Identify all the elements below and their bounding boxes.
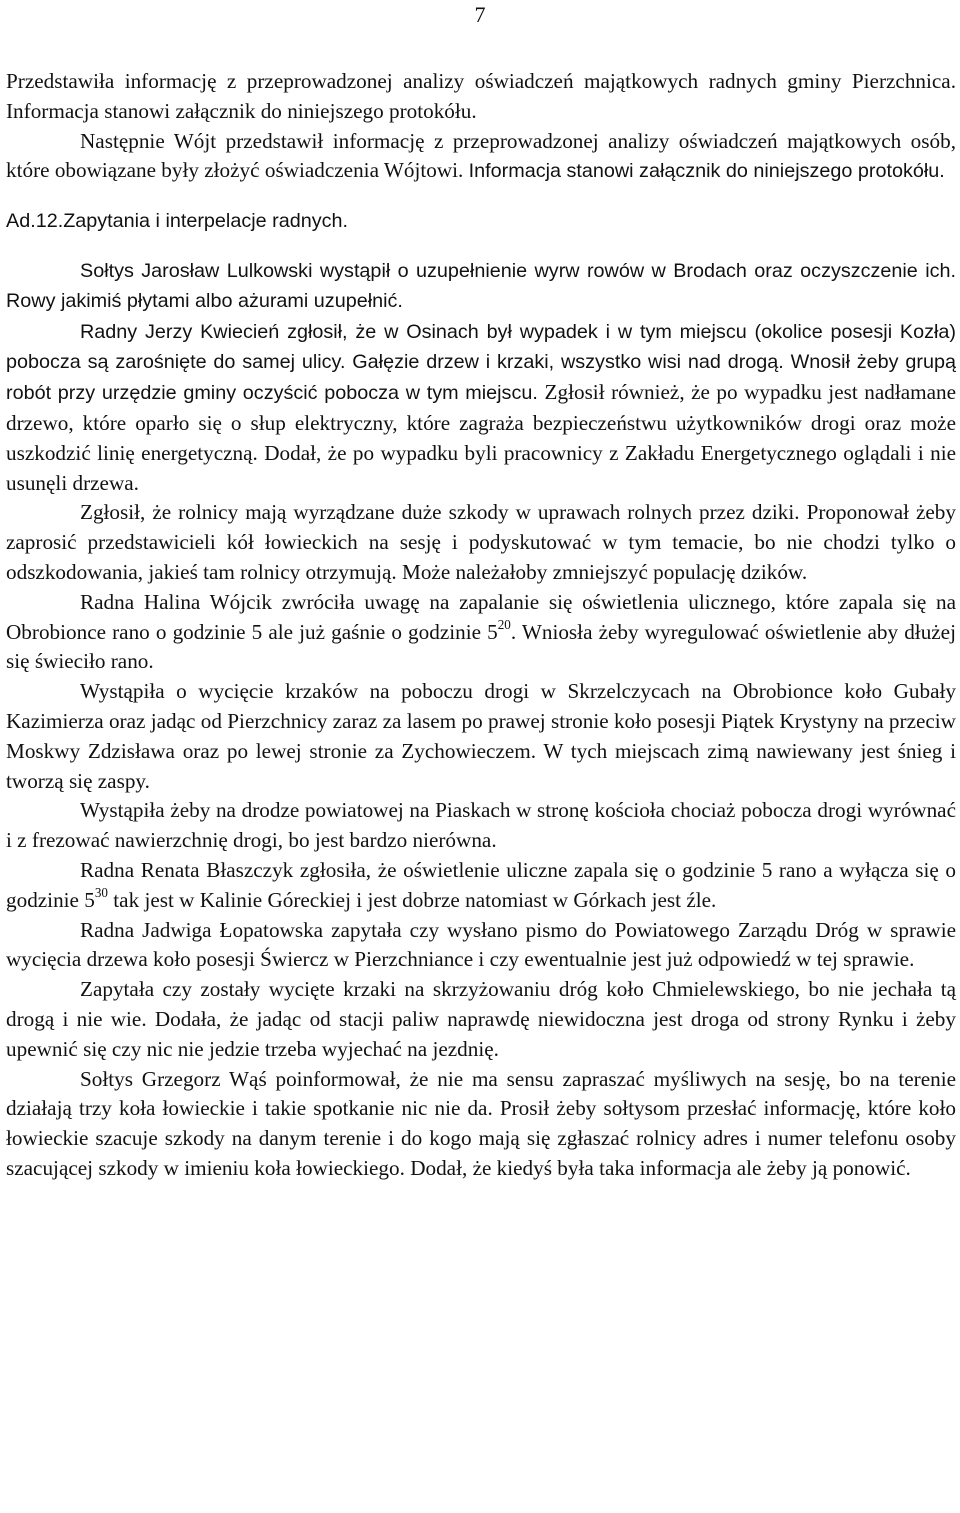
paragraph-9 [6, 856, 956, 916]
paragraph-7: Wystąpiła o wycięcie krzaków na poboczu drogi w Skrzelczycach na Obrobionce koło Gubały Kazimierza oraz jadąc od Pierzchnicy zaraz za lasem po prawej stronie koło posesji Piątek Krystyny na przeciw Moskwy Zdzisława oraz po lewej stronie za Zychowieczem. W tych miejscach zimą nawiewany jest śnieg i tworzą się zaspy. [6, 679, 956, 793]
paragraph-1: Przedstawiła informację z przeprowadzonej analizy oświadczeń majątkowych radnych gminy Pierzchnica. Informacja stanowi załącznik do niniejszego protokółu. [6, 69, 956, 123]
section-heading: Ad.12.Zapytania i interpelacje radnych. [6, 210, 348, 233]
paragraph-3: Sołtys Jarosław Lulkowski wystąpił o uzupełnienie wyrw rowów w Brodach oraz oczyszczenie ich. Rowy jakimiś płytami albo ażurami uzupełnić. [6, 259, 956, 312]
paragraph-9-part-a: Radna Renata Błaszczyk zgłosiła, że oświetlenie uliczne zapala się o godzinie 5 rano a wyłącza się o godzinie 5 [6, 857, 956, 912]
paragraph-4 [6, 317, 956, 499]
document-body [6, 67, 956, 1184]
paragraph-6 [6, 588, 956, 677]
paragraph-10: Radna Jadwiga Łopatowska zapytała czy wysłano pismo do Powiatowego Zarządu Dróg w sprawie wycięcia drzewa koło posesji Świercz w Pierzchniance i czy ewentualnie jest już odpowiedź w tej sprawie. [6, 917, 956, 972]
paragraph-8: Wystąpiła żeby na drodze powiatowej na Piaskach w stronę kościoła chociaż pobocza drogi wyrównać i z frezować nawierzchnię drogi, bo jest bardzo nierówna. [6, 798, 956, 853]
paragraph-6-part-a: Radna Halina Wójcik zwróciła uwagę na zapalanie się oświetlenia ulicznego, które zapala się na Obrobionce rano o godzinie 5 ale już gaśnie o godzinie 5 [6, 589, 956, 644]
paragraph-6-superscript: 20 [497, 616, 511, 632]
paragraph-9-superscript: 30 [94, 884, 108, 900]
paragraph-5: Zgłosił, że rolnicy mają wyrządzane duże szkody w uprawach rolnych przez dziki. Proponował żeby zaprosić przedstawicieli kół łowieckich na sesję i podyskutować w tym temacie, bo nie chodzi tylko o odszkodowania, jakieś tam rolnicy otrzymują. Może należałoby zmniejszyć populację dzików. [6, 500, 956, 584]
paragraph-2-part-a: Następnie Wójt przedstawił informację z przeprowadzonej analizy oświadczeń majątkowych osób, które obowiązane były złożyć oświadczenia Wójtowi. [6, 128, 956, 183]
paragraph-12: Sołtys Grzegorz Wąś poinformował, że nie ma sensu zapraszać myśliwych na sesję, bo na terenie działają trzy koła łowieckie i takie spotkanie nic nie da. Prosił żeby sołtysom przesłać informację, które koło łowieckie szacuje szkody na danym terenie i do kogo mają się zgłaszać rolnicy adres i numer telefonu osoby szacującej szkody w imieniu koła łowieckiego. Dodał, że kiedyś była taka informacja ale żeby ją ponowić. [6, 1066, 956, 1180]
paragraph-4-part-a: Radny Jerzy Kwiecień zgłosił, że w Osinach był wypadek i w tym miejscu (okolice posesji Kozła) pobocza są zarośnięte do samej ulicy. Gałęzie drzew i krzaki, wszystko wisi nad drogą. Wnosił żeby grupą robót przy urzędzie gminy oczyścić pobocza w tym miejscu. [6, 320, 956, 405]
page-number: 7 [474, 2, 486, 27]
paragraph-6-part-b: . Wniosła żeby wyregulować oświetlenie aby dłużej się świeciło rano. [6, 619, 956, 674]
paragraph-11: Zapytała czy zostały wycięte krzaki na skrzyżowaniu dróg koło Chmielewskiego, bo nie jechała tą drogą i nie wie. Dodała, że jadąc od stacji paliw naprawdę niewidoczna jest droga od strony Rynku i żeby upewnić się czy nic nie jedzie trzeba wyjechać na jezdnię. [6, 977, 956, 1061]
paragraph-2 [6, 127, 956, 188]
paragraph-9-part-b: tak jest w Kalinie Góreckiej i jest dobrze natomiast w Górkach jest źle. [107, 887, 717, 912]
paragraph-2-part-b: Informacja stanowi załącznik do niniejszego protokółu. [468, 160, 945, 183]
paragraph-4-part-b: Zgłosił również, że po wypadku jest nadłamane drzewo, które oparło się o słup elektryczny, które zagraża bezpieczeństwu użytkowników drogi oraz może uszkodzić linię energetyczną. Dodał, że po wypadku byli pracownicy z Zakładu Energetycznego oglądali i nie usunęli drzewa. [6, 380, 956, 495]
